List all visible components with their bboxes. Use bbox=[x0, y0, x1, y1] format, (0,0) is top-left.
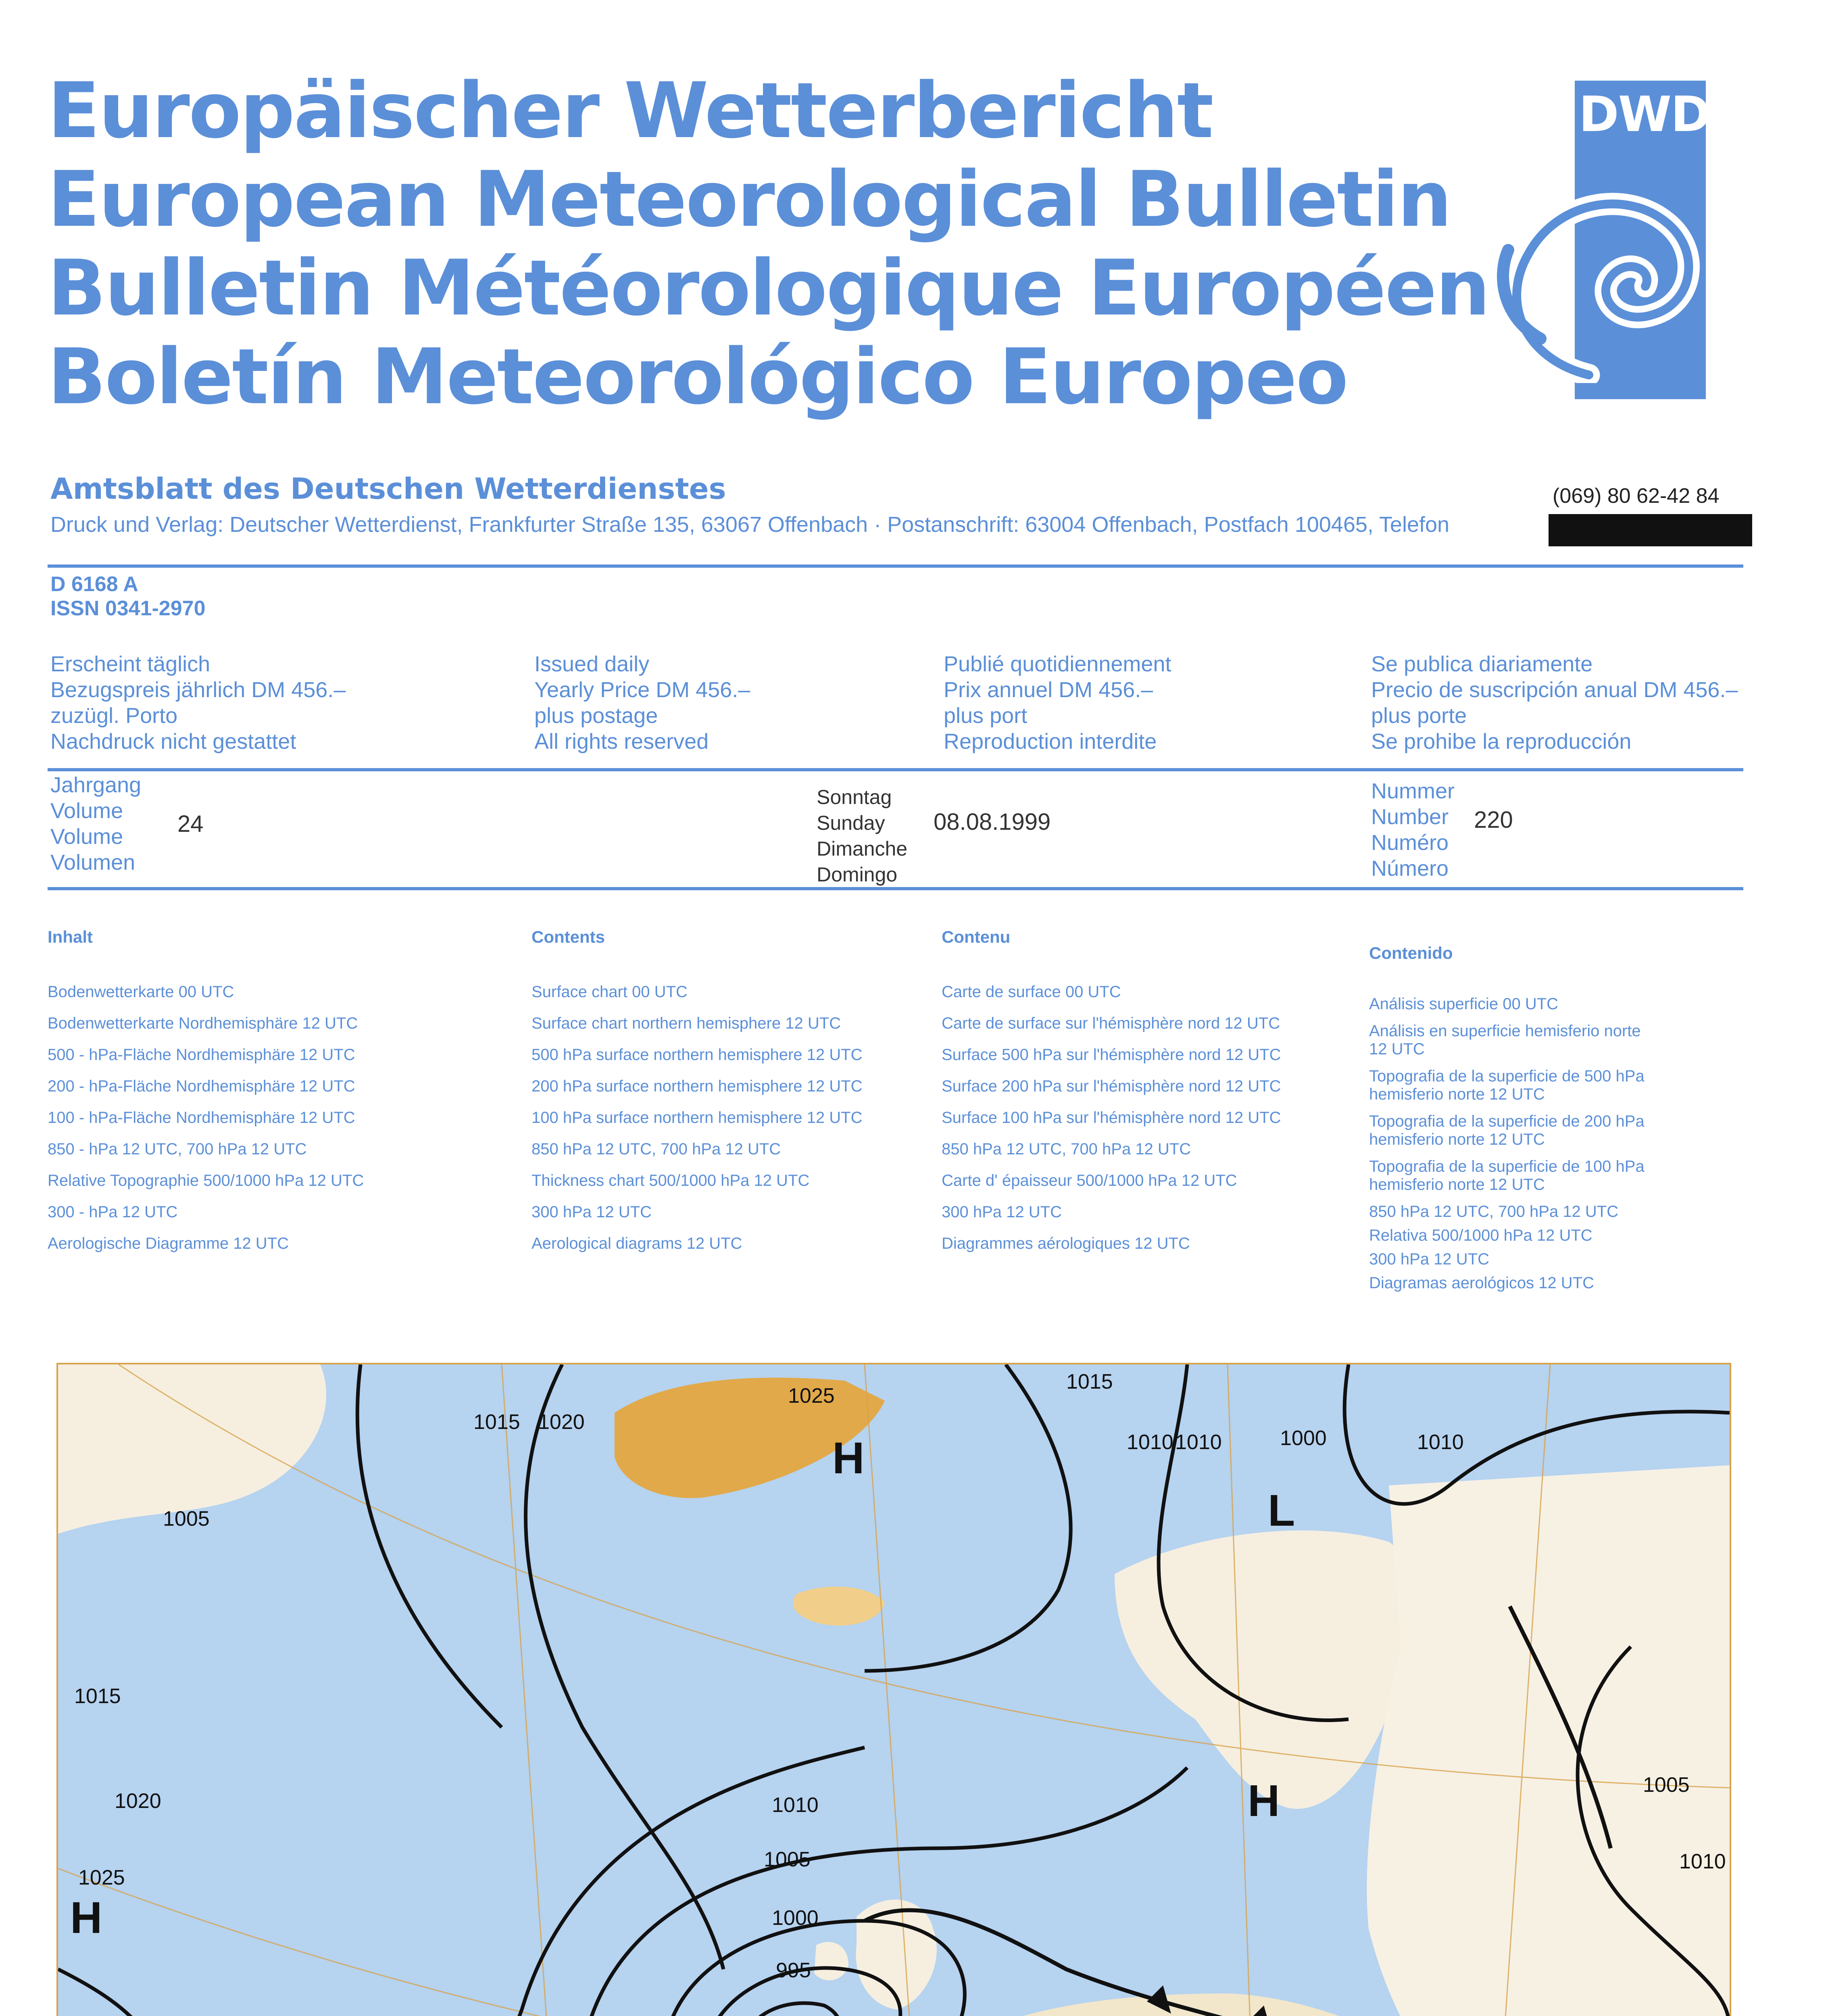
contents-en bbox=[532, 927, 862, 1266]
number-label: Number bbox=[1371, 805, 1449, 829]
isobar-label: 1000 bbox=[1280, 1427, 1327, 1450]
contents-de bbox=[48, 927, 364, 1266]
notice-line: zuzügl. Porto bbox=[50, 704, 178, 728]
contents-heading: Contenido bbox=[1369, 943, 1453, 962]
isobar-label: 1015 bbox=[1066, 1370, 1113, 1393]
low-pressure-center: L bbox=[1268, 1486, 1295, 1535]
contents-item: Carte d' épaisseur 500/1000 hPa 12 UTC bbox=[942, 1172, 1237, 1189]
contents-item: Diagrammes aérologiques 12 UTC bbox=[942, 1235, 1190, 1252]
issue-number: 220 bbox=[1474, 807, 1513, 833]
notice-line: Issued daily bbox=[534, 652, 650, 676]
notice-line: Yearly Price DM 456.– bbox=[534, 678, 750, 702]
issue-date: 08.08.1999 bbox=[934, 809, 1051, 835]
bulletin-title-es: Boletín Meteorológico Europeo bbox=[48, 332, 1347, 421]
number-label: Número bbox=[1371, 856, 1449, 881]
contents-item: Surface 100 hPa sur l'hémisphère nord 12 UTC bbox=[942, 1109, 1281, 1127]
bulletin-title-de: Europäischer Wetterbericht bbox=[48, 66, 1213, 155]
contents-item: 100 hPa surface northern hemisphere 12 UTC bbox=[532, 1109, 863, 1127]
eastern-europe-land bbox=[1367, 1465, 1730, 2016]
notice-line: Precio de suscripción anual DM 456.– bbox=[1371, 678, 1738, 702]
contents-es bbox=[1369, 943, 1700, 1292]
isobar-label: 995 bbox=[776, 1959, 811, 1982]
volume-labels bbox=[50, 772, 141, 875]
notice-line: Publié quotidiennement bbox=[944, 652, 1171, 676]
contents-heading: Contents bbox=[532, 927, 605, 946]
high-pressure-center: H bbox=[832, 1433, 865, 1483]
contents-item: 100 - hPa-Fläche Nordhemisphäre 12 UTC bbox=[48, 1109, 355, 1127]
contents-item: Bodenwetterkarte Nordhemisphäre 12 UTC bbox=[48, 1014, 358, 1032]
isobar-label: 1020 bbox=[115, 1789, 161, 1813]
volume-label: Volume bbox=[50, 799, 123, 823]
contents-item: Bodenwetterkarte 00 UTC bbox=[48, 983, 234, 1001]
notice-es bbox=[1371, 651, 1738, 754]
high-pressure-center: H bbox=[70, 1893, 102, 1943]
notice-line: plus port bbox=[944, 704, 1028, 728]
day-label: Sonntag bbox=[817, 786, 892, 808]
isobar-label: 1015 bbox=[473, 1410, 520, 1434]
notice-line: Se publica diariamente bbox=[1371, 652, 1593, 676]
high-pressure-center: H bbox=[1248, 1776, 1280, 1826]
contents-item: Aerological diagrams 12 UTC bbox=[532, 1235, 742, 1252]
isobar-label: 1005 bbox=[163, 1507, 210, 1531]
redacted-phone-block bbox=[1549, 514, 1752, 546]
contents-item: Thickness chart 500/1000 hPa 12 UTC bbox=[532, 1172, 810, 1189]
volume-label: Volume bbox=[50, 825, 123, 849]
contents-item: 850 - hPa 12 UTC, 700 hPa 12 UTC bbox=[48, 1140, 307, 1158]
isobar-label: 1010 bbox=[1127, 1431, 1174, 1454]
day-label: Dimanche bbox=[817, 837, 908, 860]
contents-item: 500 - hPa-Fläche Nordhemisphäre 12 UTC bbox=[48, 1046, 355, 1064]
contents-item: Topografia de la superficie de 100 hPa hemisferio norte 12 UTC bbox=[1369, 1158, 1645, 1193]
notice-de bbox=[50, 651, 346, 754]
notice-fr bbox=[944, 651, 1171, 754]
dwd-logo-text: DWD bbox=[1579, 87, 1710, 143]
isobar-label: 1005 bbox=[764, 1848, 811, 1871]
contents-item: Diagramas aerológicos 12 UTC bbox=[1369, 1274, 1595, 1292]
day-labels bbox=[817, 784, 907, 887]
surface-weather-map bbox=[56, 1363, 1731, 2016]
notice-line: Se prohibe la reproducción bbox=[1371, 729, 1632, 754]
isobar-label: 1000 bbox=[772, 1906, 819, 1930]
d-number: D 6168 A bbox=[50, 573, 138, 596]
contents-item: 850 hPa 12 UTC, 700 hPa 12 UTC bbox=[942, 1140, 1191, 1158]
isobar-label: 1025 bbox=[78, 1866, 125, 1889]
contents-item: Análisis en superficie hemisferio norte 12 UTC bbox=[1369, 1022, 1641, 1058]
notice-line: plus porte bbox=[1371, 704, 1467, 728]
contents-item: Surface chart 00 UTC bbox=[532, 983, 688, 1001]
contents-item: Carte de surface sur l'hémisphère nord 12 UTC bbox=[942, 1014, 1280, 1032]
bulletin-title-en: European Meteorological Bulletin bbox=[48, 155, 1451, 244]
contents-item: 300 - hPa 12 UTC bbox=[48, 1203, 178, 1221]
contents-item: 850 hPa 12 UTC, 700 hPa 12 UTC bbox=[532, 1140, 781, 1158]
isobar-label: 1025 bbox=[788, 1384, 835, 1408]
notice-line: Reproduction interdite bbox=[944, 729, 1157, 754]
notice-en bbox=[534, 651, 750, 754]
notice-line: plus postage bbox=[534, 704, 658, 728]
contents-item: 200 hPa surface northern hemisphere 12 UTC bbox=[532, 1077, 863, 1095]
contents-item: Topografia de la superficie de 200 hPa hemisferio norte 12 UTC bbox=[1369, 1112, 1645, 1148]
contents-item: Aerologische Diagramme 12 UTC bbox=[48, 1235, 289, 1252]
contents-item: 850 hPa 12 UTC, 700 hPa 12 UTC bbox=[1369, 1203, 1619, 1220]
contents-heading: Inhalt bbox=[48, 927, 93, 946]
contents-item: Relative Topographie 500/1000 hPa 12 UTC bbox=[48, 1172, 364, 1189]
contents-item: Relativa 500/1000 hPa 12 UTC bbox=[1369, 1227, 1592, 1244]
contents-item: 300 hPa 12 UTC bbox=[942, 1203, 1062, 1221]
number-label: Numéro bbox=[1371, 831, 1449, 855]
isobar-label: 1015 bbox=[74, 1685, 121, 1708]
issn: ISSN 0341-2970 bbox=[50, 597, 206, 620]
day-label: Sunday bbox=[817, 812, 885, 834]
divider bbox=[48, 887, 1743, 890]
contents-item: Carte de surface 00 UTC bbox=[942, 983, 1121, 1001]
contents-item: 300 hPa 12 UTC bbox=[1369, 1250, 1489, 1268]
contents-item: Surface 200 hPa sur l'hémisphère nord 12 UTC bbox=[942, 1077, 1281, 1095]
contents-item: Topografia de la superficie de 500 hPa hemisferio norte 12 UTC bbox=[1369, 1067, 1645, 1103]
volume-label: Jahrgang bbox=[50, 773, 142, 797]
contents-item: Análisis superficie 00 UTC bbox=[1369, 995, 1559, 1013]
publisher-title: Amtsblatt des Deutschen Wetterdienstes bbox=[50, 472, 726, 506]
contents-fr bbox=[942, 927, 1281, 1266]
day-label: Domingo bbox=[817, 863, 898, 886]
contents-item: Surface chart northern hemisphere 12 UTC bbox=[532, 1014, 841, 1032]
contents-item: 500 hPa surface northern hemisphere 12 UTC bbox=[532, 1046, 863, 1064]
notice-line: Nachdruck nicht gestattet bbox=[50, 729, 296, 754]
notice-line: Prix annuel DM 456.– bbox=[944, 678, 1153, 702]
number-label: Nummer bbox=[1371, 779, 1455, 803]
notice-line: Bezugspreis jährlich DM 456.– bbox=[50, 678, 346, 702]
isobar-label: 1005 bbox=[1643, 1773, 1690, 1797]
contents-heading: Contenu bbox=[942, 927, 1011, 946]
volume-label: Volumen bbox=[50, 850, 135, 875]
bulletin-title-fr: Bulletin Météorologique Européen bbox=[48, 244, 1489, 333]
publisher-phone: (069) 80 62-42 84 bbox=[1553, 484, 1720, 508]
contents-item: Surface 500 hPa sur l'hémisphère nord 12 UTC bbox=[942, 1046, 1281, 1064]
notice-line: Erscheint täglich bbox=[50, 652, 211, 676]
divider bbox=[48, 768, 1743, 771]
isobar-label: 1010 bbox=[772, 1793, 819, 1817]
isobar-label: 1010 bbox=[1175, 1431, 1222, 1454]
isobar-label: 1010 bbox=[1417, 1431, 1464, 1454]
isobar-label: 1020 bbox=[538, 1410, 585, 1434]
isobar-label: 1010 bbox=[1679, 1850, 1726, 1873]
volume-value: 24 bbox=[177, 811, 204, 837]
weather-map-svg bbox=[58, 1364, 1730, 2016]
notice-line: All rights reserved bbox=[534, 729, 709, 754]
contents-item: 200 - hPa-Fläche Nordhemisphäre 12 UTC bbox=[48, 1077, 355, 1095]
divider bbox=[48, 564, 1743, 568]
publisher-address: Druck und Verlag: Deutscher Wetterdienst, Frankfurter Straße 135, 63067 Offenbach · Postanschrift: 63004 Offenbach, Postfach 100465, Telefon bbox=[50, 512, 1450, 537]
contents-item: 300 hPa 12 UTC bbox=[532, 1203, 652, 1221]
swirl-icon bbox=[1492, 149, 1750, 383]
number-labels bbox=[1371, 778, 1455, 881]
